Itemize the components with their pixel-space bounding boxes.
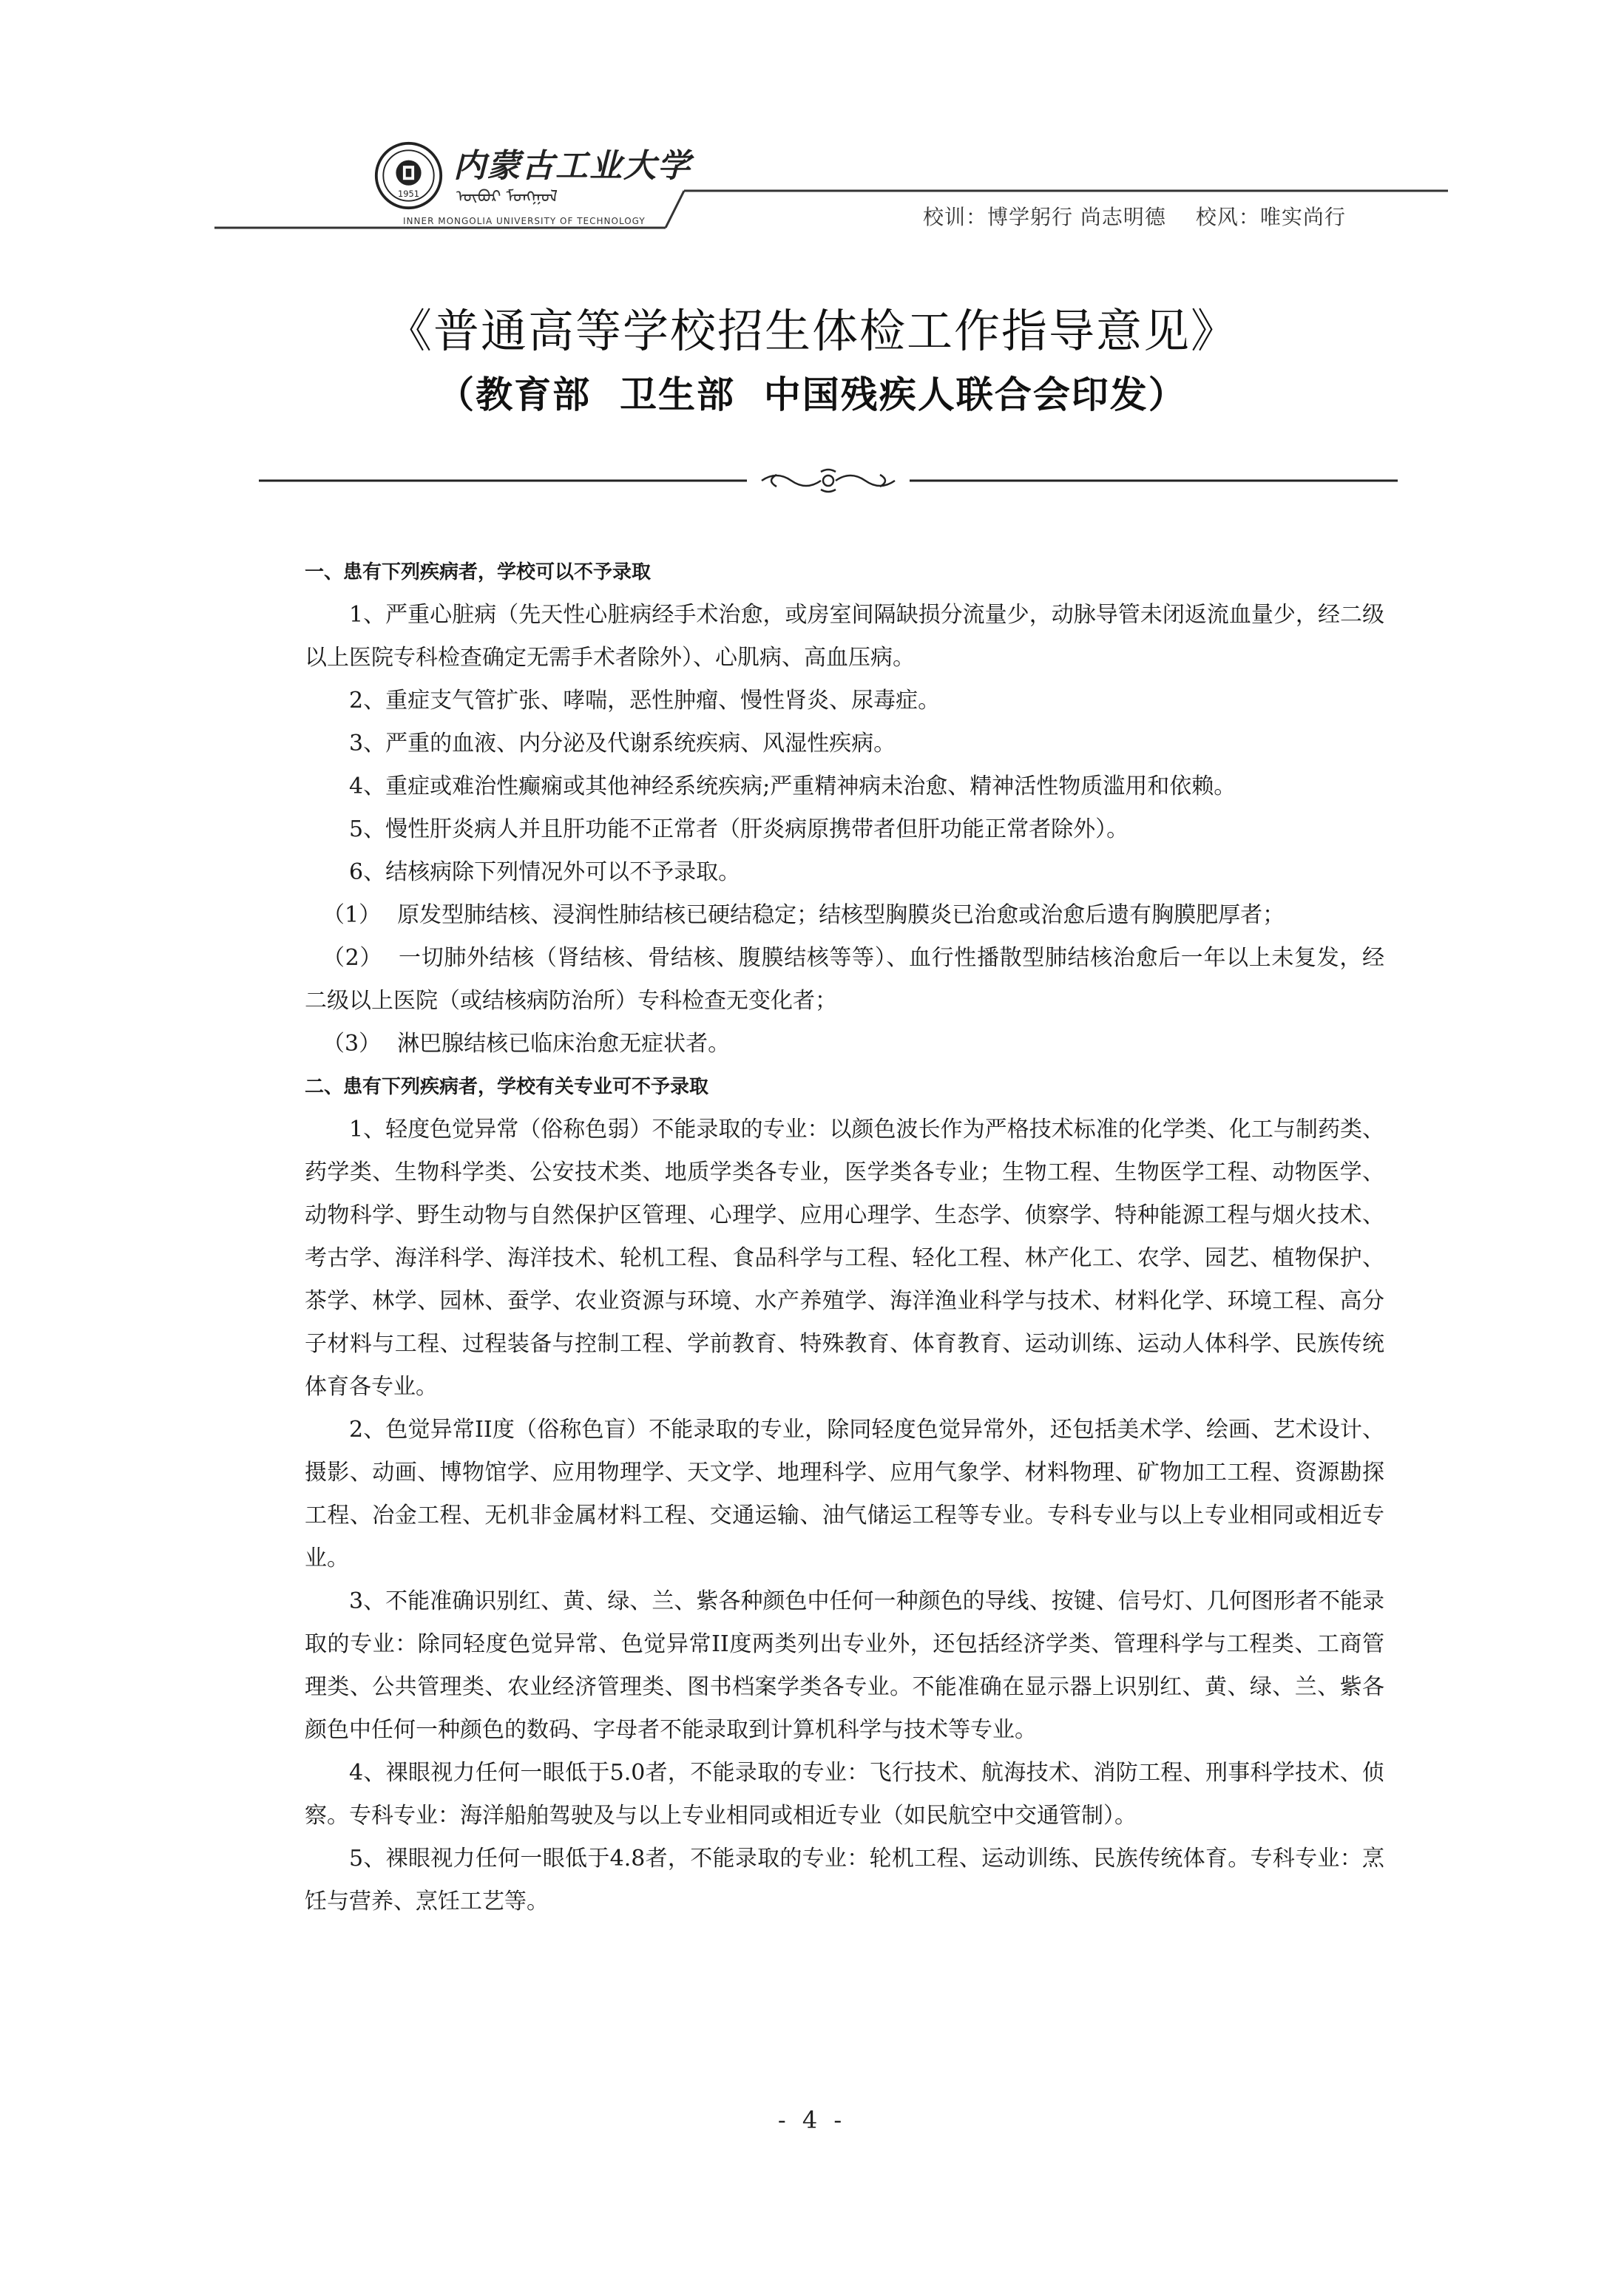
- sub-item-number: （2）: [322, 945, 383, 971]
- section-item: 2、重症支气管扩张、哮喘，恶性肿瘤、慢性肾炎、尿毒症。: [349, 688, 941, 714]
- sub-item: [305, 894, 1384, 937]
- section-item: 3、不能准确识别红、黄、绿、兰、紫各种颜色中任何一种颜色的导线、按键、信号灯、几何图形者不能录取的专业：除同轻度色觉异常、色觉异常II度两类列出专业外，还包括经济学类、管理科学与工程类、工商管理类、公共管理类、农业经济管理类、图书档案学类各专业。不能准确在显示器上识别红、黄、绿、兰、紫各颜色中任何一种颜色的数码、字母者不能录取到计算机科学与技术等专业。: [305, 1588, 1384, 1743]
- school-motto: [923, 201, 1376, 231]
- scroll-ornament-icon: [762, 470, 895, 492]
- section-heading: 二、患有下列疾病者，学校有关专业可不予录取: [305, 1076, 709, 1098]
- sub-item-number: （1）: [322, 902, 382, 928]
- sub-item-text: 淋巴腺结核已临床治愈无症状者。: [397, 1031, 731, 1057]
- logo-name-mongolian: ᠥᠪᠥᠷ ᠮᠣᠩᠭᠣᠯ: [456, 188, 558, 206]
- university-logo: [373, 133, 691, 226]
- section-item: 2、色觉异常II度（俗称色盲）不能录取的专业，除同轻度色觉异常外，还包括美术学、绘画、艺术设计、摄影、动画、博物馆学、应用物理学、天文学、地理科学、应用气象学、材料物理、矿物加工工程、资源勘探工程、冶金工程、无机非金属材料工程、交通运输、油气储运工程等专业。专科专业与以上专业相同或相近专业。: [305, 1417, 1384, 1571]
- sub-item-number: （3）: [322, 1031, 382, 1057]
- motto-text: 校训：博学躬行 尚志明德: [923, 205, 1166, 229]
- header-rule: [0, 0, 1624, 244]
- sub-item-text: 一切肺外结核（肾结核、骨结核、腹膜结核等等）、血行性播散型肺结核治愈后一年以上未复发，经二级以上医院（或结核病防治所）专科检查无变化者；: [305, 945, 1385, 1014]
- section-item: 1、严重心脏病（先天性心脏病经手术治愈，或房室间隔缺损分流量少，动脉导管未闭返流血量少，经二级以上医院专科检查确定无需手术者除外）、心肌病、高血压病。: [305, 602, 1384, 671]
- section-item: 4、重症或难治性癫痫或其他神经系统疾病;严重精神病未治愈、精神活性物质滥用和依赖。: [349, 773, 1236, 799]
- sub-item: [305, 937, 1384, 1023]
- ethos-text: 校风：唯实尚行: [1195, 205, 1346, 229]
- seal-year: 1951: [398, 189, 419, 199]
- section-item: 3、严重的血液、内分泌及代谢系统疾病、风湿性疾病。: [349, 731, 896, 756]
- logo-name-chinese: 内蒙古工业大学: [453, 147, 691, 185]
- university-seal-icon: [373, 140, 444, 211]
- page-number: - 4 -: [777, 2106, 847, 2134]
- sub-item-text: 原发型肺结核、浸润性肺结核已硬结稳定；结核型胸膜炎已治愈或治愈后遗有胸膜肥厚者；: [397, 902, 1285, 928]
- section-item: 1、轻度色觉异常（俗称色弱）不能录取的专业：以颜色波长作为严格技术标准的化学类、化工与制药类、药学类、生物科学类、公安技术类、地质学类各专业，医学类各专业；生物工程、生物医学工程、动物医学、动物科学、野生动物与自然保护区管理、心理学、应用心理学、生态学、侦察学、特种能源工程与烟火技术、考古学、海洋科学、海洋技术、轮机工程、食品科学与工程、轻化工程、林产化工、农学、园艺、植物保护、茶学、林学、园林、蚕学、农业资源与环境、水产养殖学、海洋渔业科学与技术、材料化学、环境工程、高分子材料与工程、过程装备与控制工程、学前教育、特殊教育、体育教育、运动训练、运动人体科学、民族传统体育各专业。: [305, 1117, 1384, 1400]
- section-item: 5、裸眼视力任何一眼低于4.8者，不能录取的专业：轮机工程、运动训练、民族传统体育。专科专业：烹饪与营养、烹饪工艺等。: [305, 1846, 1384, 1914]
- section-item: 6、结核病除下列情况外可以不予录取。: [349, 859, 741, 885]
- ornamental-divider: [259, 466, 1398, 495]
- document-subtitle: （教育部 卫生部 中国残疾人联合会印发）: [437, 373, 1187, 416]
- sub-item: [305, 1023, 1384, 1066]
- logo-name-english: INNER MONGOLIA UNIVERSITY OF TECHNOLOGY: [403, 216, 646, 226]
- document-body: [305, 551, 1384, 1923]
- page-header: [0, 0, 1624, 244]
- section-heading: 一、患有下列疾病者，学校可以不予录取: [305, 561, 652, 583]
- document-title: 《普通高等学校招生体检工作指导意见》: [385, 304, 1238, 358]
- section-item: 5、慢性肝炎病人并且肝功能不正常者（肝炎病原携带者但肝功能正常者除外）。: [349, 816, 1129, 842]
- section-item: 4、裸眼视力任何一眼低于5.0者，不能录取的专业：飞行技术、航海技术、消防工程、刑事科学技术、侦察。专科专业：海洋船舶驾驶及与以上专业相同或相近专业（如民航空中交通管制）。: [305, 1760, 1384, 1829]
